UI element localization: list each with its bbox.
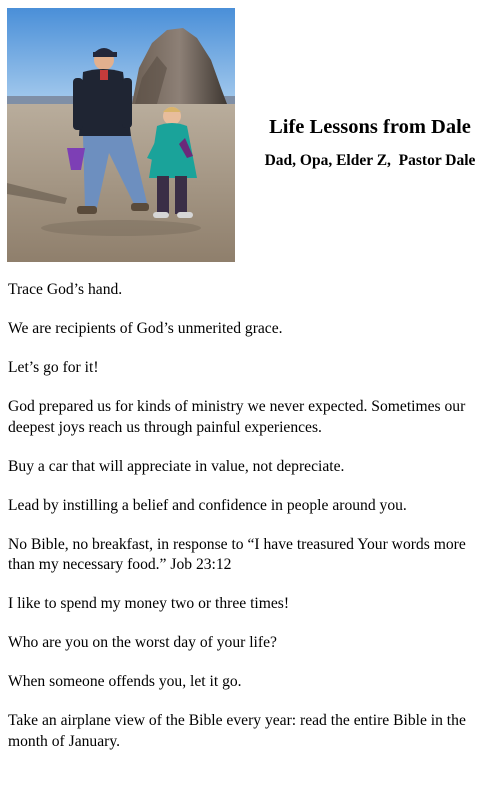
lesson-item: Let’s go for it! [8,359,99,376]
lesson-item: I like to spend my money two or three times! [8,595,290,612]
lesson-item: Who are you on the worst day of your life? [8,634,277,651]
lesson-item: We are recipients of God’s unmerited grace. [8,320,283,337]
page-title: Life Lessons from Dale [269,116,471,138]
lesson-item: When someone offends you, let it go. [8,673,242,690]
page-subtitle: Dad, Opa, Elder Z, Pastor Dale [264,152,476,169]
lesson-item: No Bible, no breakfast, in response to “I have treasured Your words more than my necessary food.” Job 23:12 [8,535,466,573]
title-block [248,114,492,171]
beach-photo-icon [7,8,235,262]
lessons-list [8,280,494,771]
lesson-item: Buy a car that will appreciate in value, not depreciate. [8,457,345,475]
beach-photo [7,8,235,262]
lesson-item: Trace God’s hand. [8,281,123,298]
lesson-item: Lead by instilling a belief and confidence in people around you. [8,496,407,514]
lesson-item: Take an airplane view of the Bible every year: read the entire Bible in the month of January. [8,712,466,750]
lesson-item: God prepared us for kinds of ministry we never expected. Sometimes our deepest joys reach us through painful experiences. [8,398,466,436]
